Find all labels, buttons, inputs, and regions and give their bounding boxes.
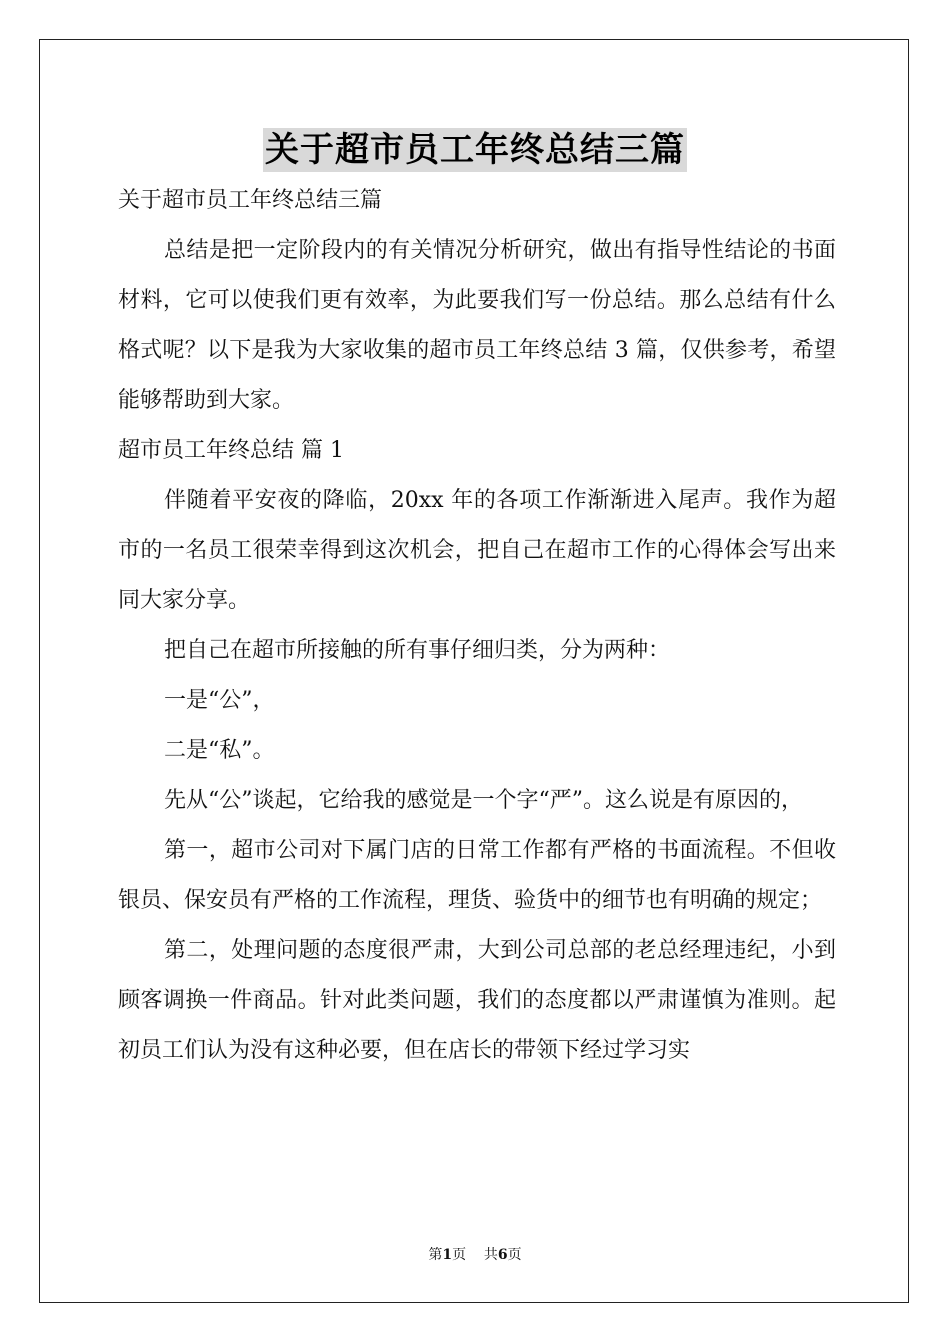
title-container bbox=[0, 128, 950, 172]
paragraph: 先从“公”谈起，它给我的感觉是一个字“严”。这么说是有原因的， bbox=[164, 788, 803, 813]
document-body bbox=[118, 176, 836, 1076]
total-page-count: 6 bbox=[497, 1247, 508, 1263]
subtitle-line: 关于超市员工年终总结三篇 bbox=[118, 188, 383, 213]
current-page-number: 1 bbox=[442, 1247, 453, 1263]
paragraph: 伴随着平安夜的降临，20xx 年的各项工作渐渐进入尾声。我作为超市的一名员工很荣幸得到这次机会，把自己在超市工作的心得体会写出来同大家分享。 bbox=[118, 488, 836, 613]
total-suffix: 页 bbox=[507, 1247, 522, 1263]
page-suffix: 页 bbox=[452, 1247, 467, 1263]
page-footer bbox=[0, 1244, 950, 1264]
paragraph: 总结是把一定阶段内的有关情况分析研究，做出有指导性结论的书面材料，它可以使我们更有效率，为此要我们写一份总结。那么总结有什么格式呢？以下是我为大家收集的超市员工年终总结 3 篇，仅供参考，希望能够帮助到大家。 bbox=[118, 238, 836, 413]
total-prefix: 共 bbox=[483, 1247, 498, 1263]
page-prefix: 第 bbox=[428, 1247, 443, 1263]
paragraph: 第二，处理问题的态度很严肃，大到公司总部的老总经理违纪，小到顾客调换一件商品。针对此类问题，我们的态度都以严肃谨慎为准则。起初员工们认为没有这种必要，但在店长的带领下经过学习实 bbox=[118, 938, 836, 1063]
paragraph: 把自己在超市所接触的所有事仔细归类，分为两种： bbox=[164, 638, 671, 663]
paragraph: 一是“公”， bbox=[164, 688, 275, 713]
paragraph: 二是“私”。 bbox=[164, 738, 275, 763]
section-heading: 超市员工年终总结 篇 1 bbox=[118, 438, 344, 463]
paragraph: 第一，超市公司对下属门店的日常工作都有严格的书面流程。不但收银员、保安员有严格的工作流程，理货、验货中的细节也有明确的规定； bbox=[118, 838, 836, 913]
document-title: 关于超市员工年终总结三篇 bbox=[265, 130, 685, 170]
